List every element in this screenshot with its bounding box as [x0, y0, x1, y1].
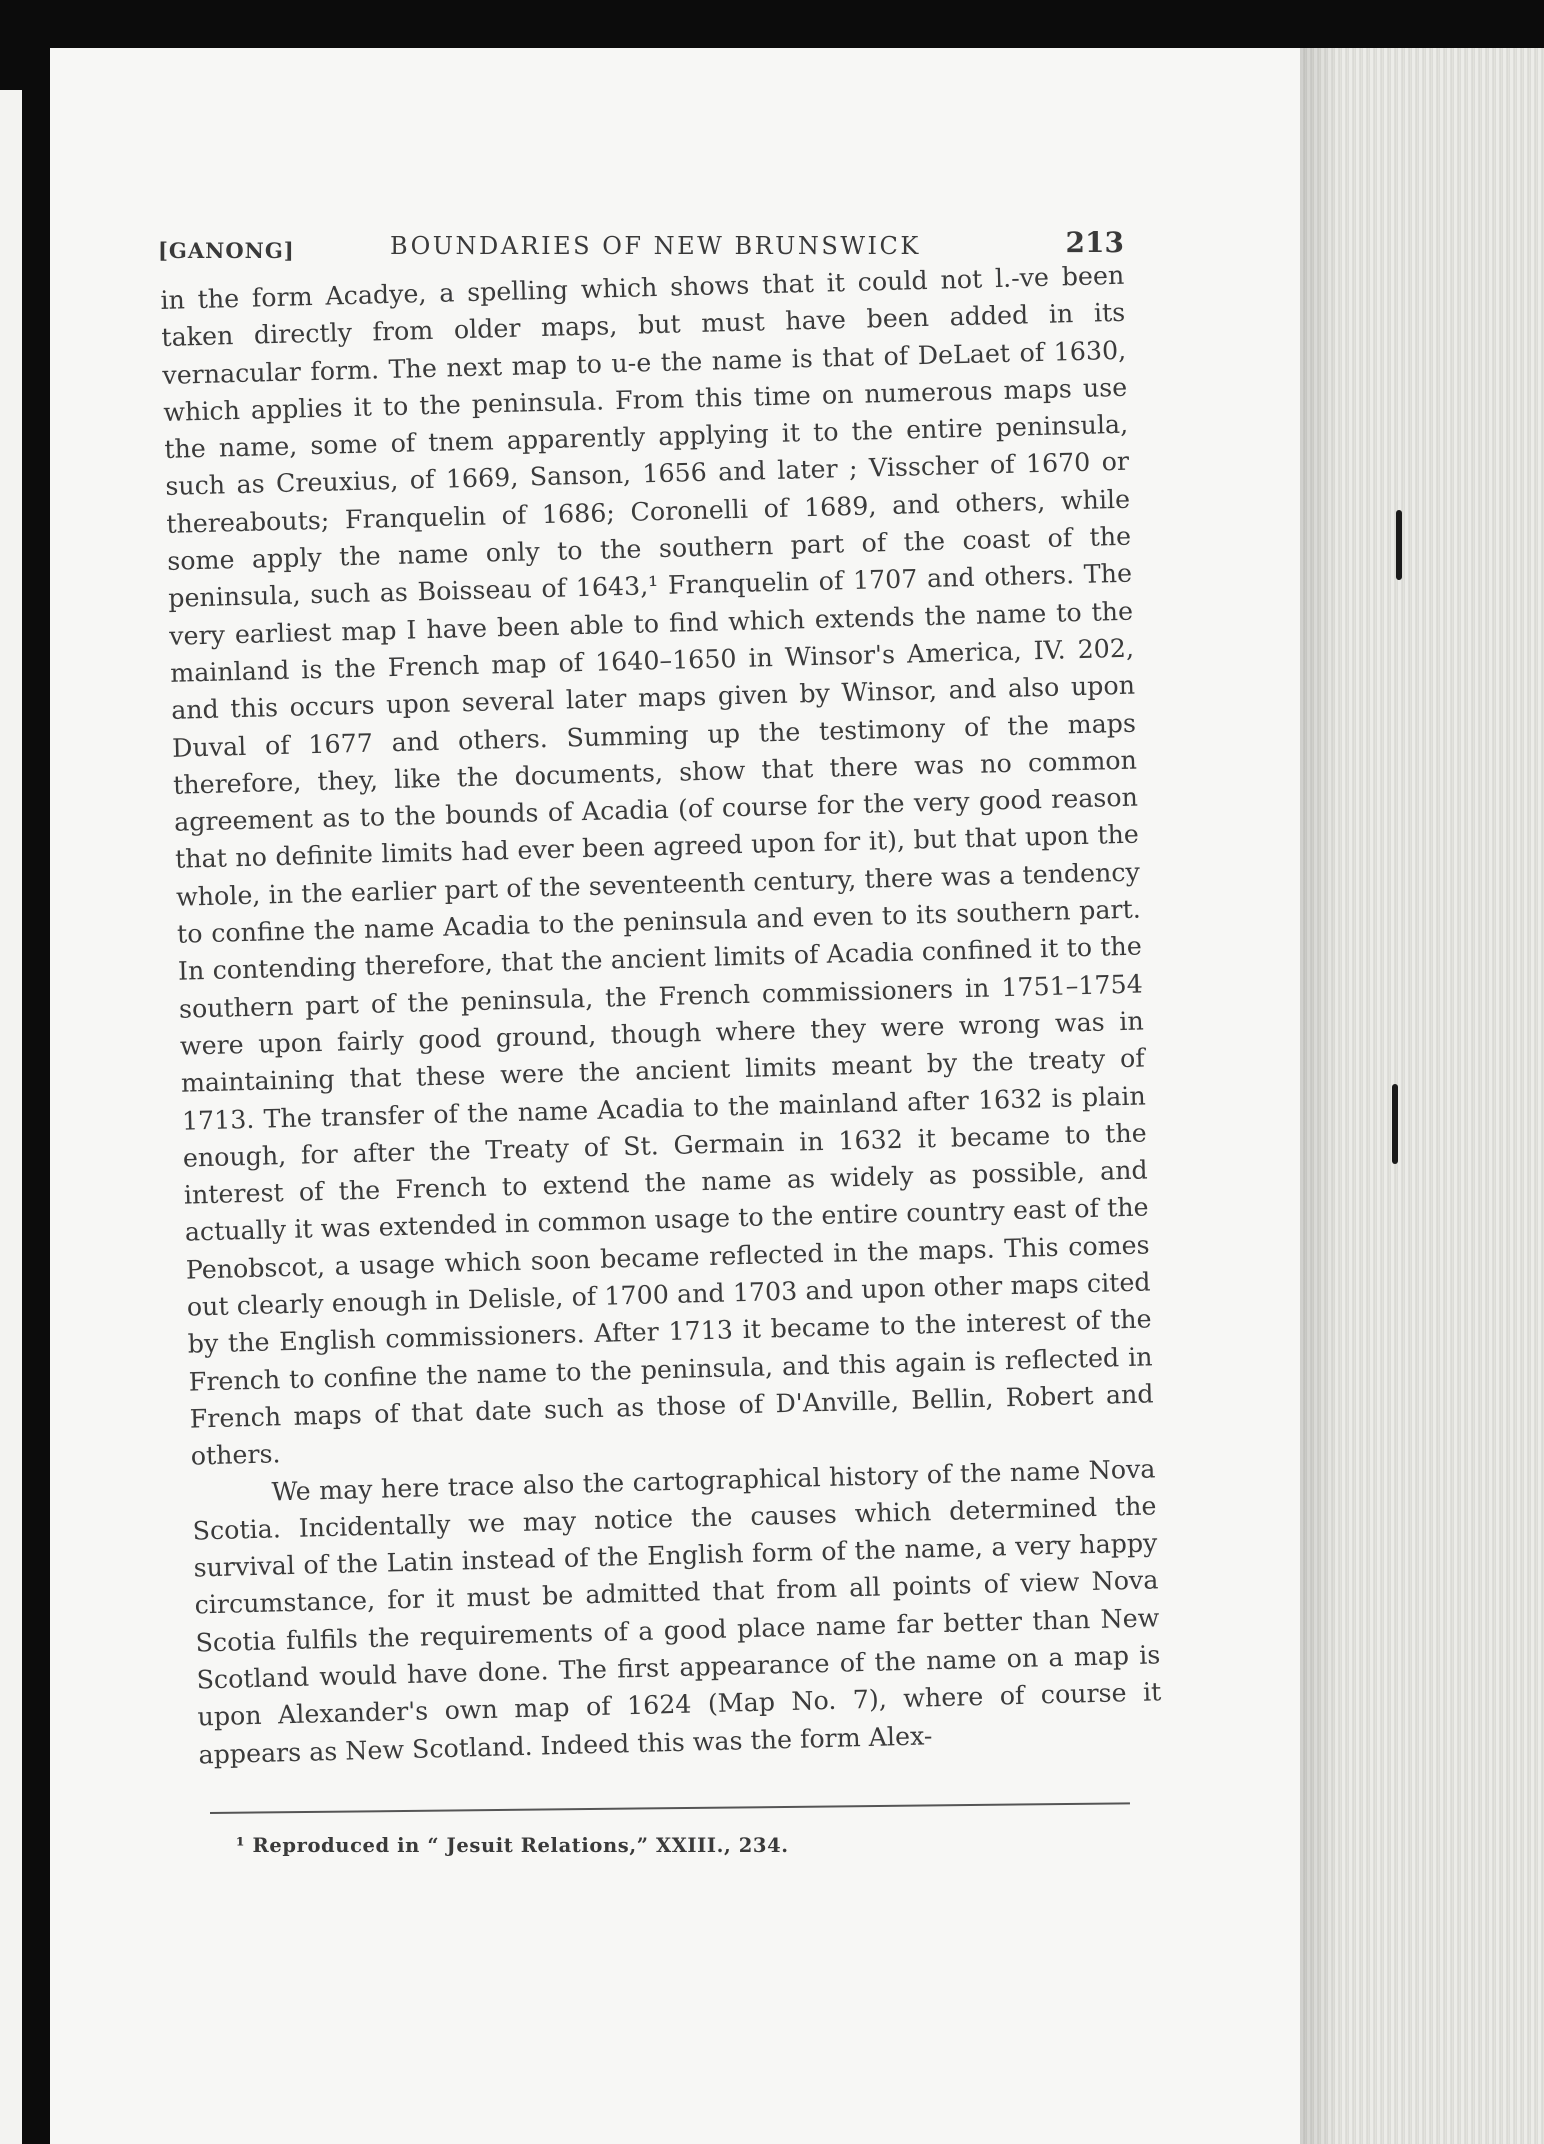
page-edge-mark-1 — [1396, 510, 1402, 580]
paragraph-2: We may here trace also the cartographical history of the name Nova Scotia. Incidentally we may notice the causes which determined the survival of the Latin instead of the English form of the name, a very happy circumstance, for it must be admitted that from all points of view Nova Scotia fulfils the requirements of a good place name far better than New Scotland would have done. The first appearance of the name on a map is upon Alexander's own map of 1624 (Map No. 7), where of course it appears as New Scotland. Indeed this was the form Alex- — [192, 1453, 1162, 1770]
page-edge-mark-2 — [1392, 1084, 1398, 1164]
running-title: BOUNDARIES OF NEW BRUNSWICK — [390, 232, 921, 260]
footnote: ¹ Reproduced in “ Jesuit Relations,” XXIII., 234. — [236, 1834, 789, 1857]
facing-page-edge — [0, 90, 22, 2144]
paragraph-1: in the form Acadye, a spelling which shows that it could not l.-ve been taken directly from older maps, but must have been added in its vernacular form. The next map to u-e the name is that of DeLaet of 1630, which applies it to the peninsula. From this time on numerous maps use the name, some of tnem apparently applying it to the entire peninsula, such as Creuxius, of 1669, Sanson, 1656 and later ; Visscher of 1670 or thereabouts; Franquelin of 1686; Coronelli of 1689, and others, while some apply the name only to the southern part of the coast of the peninsula, such as Boisseau of 1643,¹ Franquelin of 1707 and others. The very earliest map I have been able to find which extends the name to the mainland is the French map of 1640–1650 in Winsor's America, IV. 202, and this occurs upon several later maps given by Winsor, and also upon Duval of 1677 and others. Summing up the testimony of the maps therefore, they, like the documents, show that there was no common agreement as to the bounds of Acadia (of course for the very good reason that no definite limits had ever been agreed upon for it), but that upon the whole, in the earlier part of the seventeenth century, there was a tendency to confine the name Acadia to the peninsula and even to its southern part. In contending therefore, that the ancient limits of Acadia confined it to the southern part of the peninsula, the French commissioners in 1751–1754 were upon fairly good ground, though where they were wrong was in maintaining that these were the ancient limits meant by the treaty of 1713. The transfer of the name Acadia to the mainland after 1632 is plain enough, for after the Treaty of St. Germain in 1632 it became to the interest of the French to extend the name as widely as possible, and actually it was extended in common usage to the entire country east of the Penobscot, a usage which soon became reflected in the maps. This comes out clearly enough in Delisle, of 1700 and 1703 and upon other maps cited by the English commissioners. After 1713 it became to the interest of the French to confine the name to the peninsula, and this again is reflected in French maps of that date such as those of D'Anville, Bellin, Robert and others. — [160, 260, 1154, 1471]
body-text — [160, 257, 1163, 1774]
running-author: [GANONG] — [158, 238, 295, 263]
running-header — [158, 222, 1124, 262]
page-edges — [1300, 48, 1544, 2144]
page-number: 213 — [1065, 226, 1124, 259]
page-edge-shadow — [1300, 48, 1340, 2144]
